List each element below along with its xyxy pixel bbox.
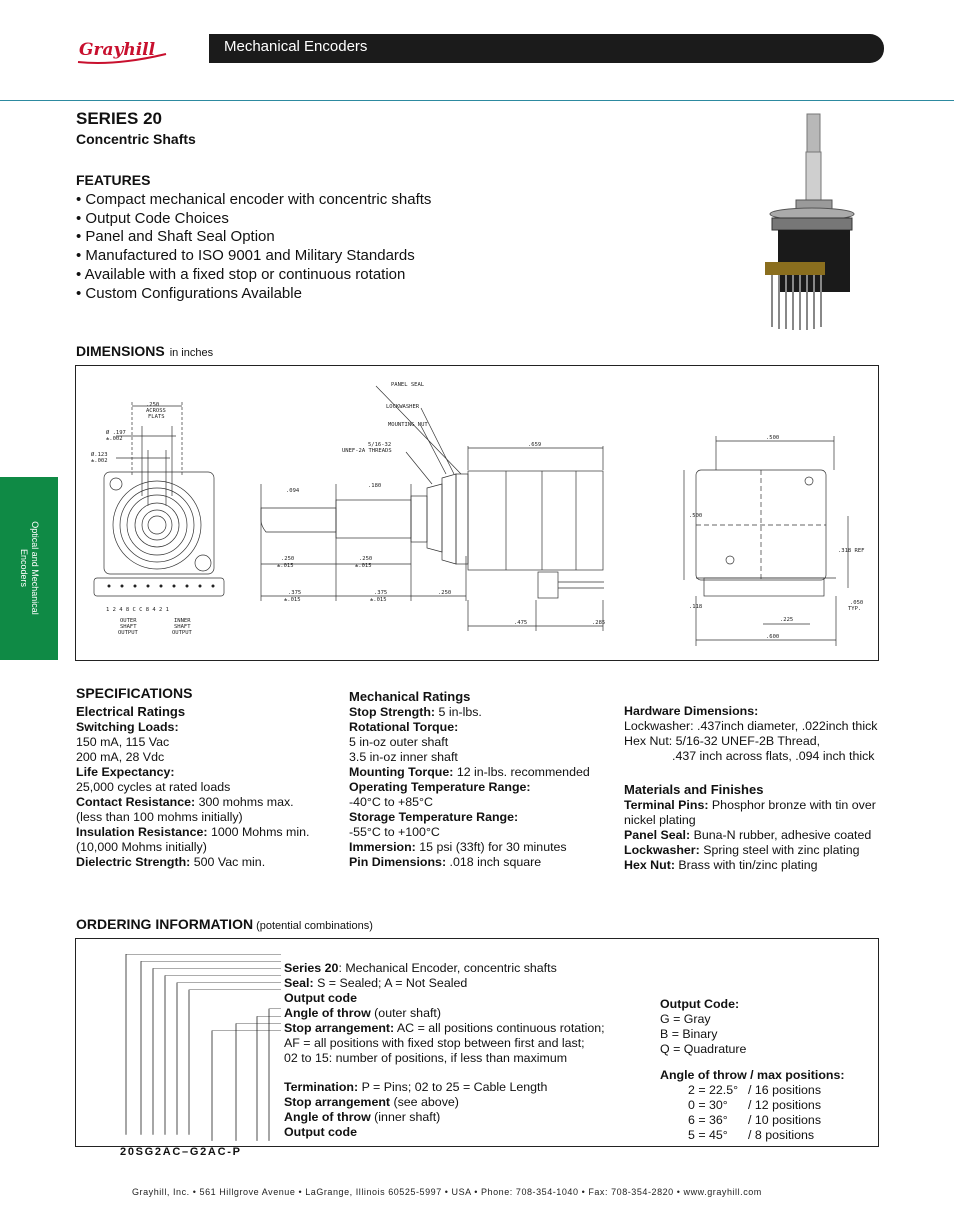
dim-label: .285 bbox=[592, 620, 606, 626]
ordering-code-tables bbox=[660, 997, 870, 1143]
dim-label: SHAFT bbox=[174, 624, 191, 630]
spec-label: Insulation Resistance: bbox=[76, 825, 208, 839]
footer-address: Grayhill, Inc. • 561 Hillgrove Avenue • LaGrange, Illinois 60525-5997 • USA • Phone: 708-354-1040 • Fax: 708-354-2820 • www.grayhill.com bbox=[132, 1187, 762, 1197]
dim-label: TYP. bbox=[848, 606, 862, 612]
spec-value: nickel plating bbox=[624, 813, 696, 827]
mechanical-heading: Mechanical Ratings bbox=[349, 689, 471, 704]
angle-row bbox=[660, 1113, 870, 1128]
spec-value: Buna-N rubber, adhesive coated bbox=[690, 828, 872, 842]
dimension-drawing-svg bbox=[76, 366, 880, 662]
dimensions-heading bbox=[76, 343, 213, 359]
specifications-heading: SPECIFICATIONS bbox=[76, 685, 193, 701]
spec-label: Rotational Torque: bbox=[349, 720, 459, 734]
angle-row bbox=[660, 1098, 870, 1113]
angle-table-heading: Angle of throw / max positions: bbox=[660, 1068, 845, 1082]
order-value: P = Pins; 02 to 25 = Cable Length bbox=[358, 1080, 548, 1094]
ordering-title: ORDERING INFORMATION bbox=[76, 916, 254, 932]
dimensions-drawing bbox=[75, 365, 879, 661]
dim-label: .500 bbox=[766, 435, 780, 441]
spec-value: 12 in-lbs. recommended bbox=[453, 765, 590, 779]
section-header-bar bbox=[209, 34, 884, 63]
dim-label: 5/16-32 bbox=[368, 442, 392, 448]
ordering-options-bottom bbox=[284, 1080, 624, 1140]
angle-positions: / 8 positions bbox=[748, 1128, 815, 1142]
spec-value: 300 mohms max. bbox=[195, 795, 294, 809]
dim-label: .050 bbox=[850, 600, 864, 606]
order-label: Termination: bbox=[284, 1080, 359, 1094]
dim-label: ±.015 bbox=[370, 597, 387, 603]
dim-label: FLATS bbox=[148, 414, 165, 420]
hardware-heading: Hardware Dimensions: bbox=[624, 704, 759, 718]
dim-label: ACROSS bbox=[146, 408, 166, 414]
materials-heading: Materials and Finishes bbox=[624, 782, 764, 797]
angle-code: 5 = 45° bbox=[688, 1128, 728, 1142]
spec-value: Hex Nut: 5/16-32 UNEF-2B Thread, bbox=[624, 734, 821, 748]
order-value: (see above) bbox=[390, 1095, 459, 1109]
dim-label: Ø.123 bbox=[91, 452, 108, 458]
series-title: SERIES 20 bbox=[76, 109, 162, 128]
dim-label: ±.002 bbox=[106, 436, 123, 442]
spec-label: Immersion: bbox=[349, 840, 416, 854]
dim-label: .659 bbox=[528, 442, 542, 448]
dim-label: .250 bbox=[438, 590, 452, 596]
order-label: Angle of throw bbox=[284, 1110, 371, 1124]
dim-label: PANEL SEAL bbox=[391, 382, 425, 388]
dim-label: .250 bbox=[281, 556, 295, 562]
order-label: Angle of throw bbox=[284, 1006, 371, 1020]
features-heading: FEATURES bbox=[76, 172, 151, 188]
features-list bbox=[76, 191, 431, 303]
spec-value: Brass with tin/zinc plating bbox=[674, 858, 818, 872]
spec-label: Dielectric Strength: bbox=[76, 855, 191, 869]
dim-label: .500 bbox=[689, 513, 703, 519]
spec-label: Panel Seal: bbox=[624, 828, 691, 842]
section-title: Mechanical Encoders bbox=[224, 38, 368, 55]
dim-label: ±.015 bbox=[284, 597, 301, 603]
spec-value: 1000 Mohms min. bbox=[207, 825, 310, 839]
dim-label: ±.015 bbox=[355, 563, 372, 569]
order-label: Seal: bbox=[284, 976, 314, 990]
dim-label: INNER bbox=[174, 618, 191, 624]
spec-value: 500 Vac min. bbox=[190, 855, 266, 869]
dim-label: SHAFT bbox=[120, 624, 137, 630]
spec-value: -40°C to +85°C bbox=[349, 795, 433, 809]
dim-label: UNEF-2A THREADS bbox=[342, 448, 392, 454]
dim-label: .600 bbox=[766, 634, 780, 640]
order-value: S = Sealed; A = Not Sealed bbox=[313, 976, 468, 990]
dim-label: LOCKWASHER bbox=[386, 404, 420, 410]
angle-positions: / 12 positions bbox=[748, 1098, 822, 1112]
spec-value: 3.5 in-oz inner shaft bbox=[349, 750, 458, 764]
svg-text:Grayhill: Grayhill bbox=[79, 40, 156, 60]
spec-label: Pin Dimensions: bbox=[349, 855, 447, 869]
dim-label: .094 bbox=[286, 488, 300, 494]
mechanical-ratings bbox=[349, 689, 609, 870]
spec-value: (less than 100 mohms initially) bbox=[76, 810, 243, 824]
feature-item: • Compact mechanical encoder with concentric shafts bbox=[76, 191, 432, 208]
angle-positions: / 10 positions bbox=[748, 1113, 822, 1127]
order-value: (inner shaft) bbox=[370, 1110, 441, 1124]
spec-label: Storage Temperature Range: bbox=[349, 810, 519, 824]
angle-row bbox=[660, 1083, 870, 1098]
spec-value: -55°C to +100°C bbox=[349, 825, 440, 839]
feature-item: • Available with a fixed stop or continuous rotation bbox=[76, 265, 406, 283]
spec-value: 5 in-lbs. bbox=[435, 705, 482, 719]
dimensions-title: DIMENSIONS bbox=[76, 343, 165, 359]
angle-code: 2 = 22.5° bbox=[688, 1083, 739, 1097]
ordering-subtitle: (potential combinations) bbox=[256, 920, 373, 932]
grayhill-logo bbox=[76, 36, 168, 66]
order-value: 02 to 15: number of positions, if less than maximum bbox=[284, 1051, 568, 1065]
dim-label: .475 bbox=[514, 620, 528, 626]
header-rule bbox=[0, 100, 954, 101]
spec-value: 150 mA, 115 Vac bbox=[76, 735, 170, 749]
feature-item: • Panel and Shaft Seal Option bbox=[76, 228, 275, 246]
order-label: Series 20 bbox=[284, 961, 339, 975]
spec-label: Life Expectancy: bbox=[76, 765, 175, 779]
spec-value: (10,000 Mohms initially) bbox=[76, 840, 207, 854]
electrical-heading: Electrical Ratings bbox=[76, 704, 186, 719]
dim-label: .250 bbox=[146, 402, 160, 408]
feature-item: • Manufactured to ISO 9001 and Military Standards bbox=[76, 247, 415, 265]
spec-label: Contact Resistance: bbox=[76, 795, 196, 809]
spec-value: 25,000 cycles at rated loads bbox=[76, 780, 231, 794]
order-value: (outer shaft) bbox=[370, 1006, 441, 1020]
hardware-and-materials bbox=[624, 704, 884, 873]
dim-label: .118 bbox=[689, 604, 703, 610]
spec-value: Phosphor bronze with tin over bbox=[708, 798, 876, 812]
dim-label: ±.002 bbox=[91, 458, 108, 464]
spec-label: Switching Loads: bbox=[76, 720, 179, 734]
angle-code: 0 = 30° bbox=[688, 1098, 728, 1112]
angle-positions: / 16 positions bbox=[748, 1083, 822, 1097]
spec-label: Hex Nut: bbox=[624, 858, 675, 872]
dim-label: .318 REF bbox=[838, 548, 865, 554]
dim-label: ±.015 bbox=[277, 563, 294, 569]
dim-label: OUTER bbox=[120, 618, 137, 624]
dimensions-units: in inches bbox=[169, 347, 214, 359]
dim-label: OUTPUT bbox=[118, 630, 138, 636]
part-number: 20SG2AC–G2AC-P bbox=[120, 1146, 242, 1158]
series-subtitle: Concentric Shafts bbox=[76, 131, 196, 147]
spec-value: Lockwasher: .437inch diameter, .022inch thick bbox=[624, 719, 878, 733]
ordering-options-top bbox=[284, 961, 624, 1066]
feature-item: • Custom Configurations Available bbox=[76, 284, 302, 302]
order-label: Stop arrangement: bbox=[284, 1021, 395, 1035]
electrical-ratings bbox=[76, 704, 336, 870]
output-code-heading: Output Code: bbox=[660, 997, 740, 1011]
spec-value: 5 in-oz outer shaft bbox=[349, 735, 449, 749]
dim-label: .180 bbox=[368, 483, 382, 489]
spec-label: Lockwasher: bbox=[624, 843, 700, 857]
dim-label: MOUNTING NUT bbox=[388, 422, 428, 428]
spec-value: .018 inch square bbox=[446, 855, 542, 869]
order-label: Output code bbox=[284, 991, 357, 1005]
dim-label: .225 bbox=[780, 617, 794, 623]
spec-label: Mounting Torque: bbox=[349, 765, 454, 779]
order-label: Output code bbox=[284, 1125, 357, 1139]
angle-code: 6 = 36° bbox=[688, 1113, 728, 1127]
output-code-item: Q = Quadrature bbox=[660, 1042, 747, 1056]
dim-label: .375 bbox=[374, 590, 388, 596]
dim-label: .375 bbox=[288, 590, 302, 596]
side-tab-label-1: Optical and Mechanical bbox=[30, 521, 40, 615]
spec-label: Terminal Pins: bbox=[624, 798, 709, 812]
angle-row bbox=[660, 1128, 870, 1143]
output-code-item: G = Gray bbox=[660, 1012, 711, 1026]
ordering-heading bbox=[76, 916, 373, 932]
spec-value: 200 mA, 28 Vdc bbox=[76, 750, 165, 764]
ordering-box bbox=[75, 938, 879, 1158]
spec-value: Spring steel with zinc plating bbox=[699, 843, 860, 857]
order-value: AF = all positions with fixed stop between first and last; bbox=[284, 1036, 585, 1050]
spec-label: Stop Strength: bbox=[349, 705, 436, 719]
output-code-item: B = Binary bbox=[660, 1027, 718, 1041]
dim-label: .250 bbox=[359, 556, 373, 562]
order-label: Stop arrangement bbox=[284, 1095, 391, 1109]
feature-item: • Output Code Choices bbox=[76, 209, 229, 227]
spec-value: 15 psi (33ft) for 30 minutes bbox=[415, 840, 567, 854]
side-tab-label-2: Encoders bbox=[19, 548, 29, 588]
dim-label: OUTPUT bbox=[172, 630, 192, 636]
dim-label: Ø .197 bbox=[106, 430, 126, 436]
encoder-product-photo bbox=[750, 112, 865, 337]
order-value: AC = all positions continuous rotation; bbox=[394, 1021, 605, 1035]
order-value: : Mechanical Encoder, concentric shafts bbox=[338, 961, 557, 975]
spec-value: .437 inch across flats, .094 inch thick bbox=[672, 749, 875, 763]
side-tab[interactable] bbox=[0, 477, 58, 660]
spec-label: Operating Temperature Range: bbox=[349, 780, 531, 794]
pin-numbers: 1 2 4 8 C C 8 4 2 1 bbox=[106, 607, 169, 613]
